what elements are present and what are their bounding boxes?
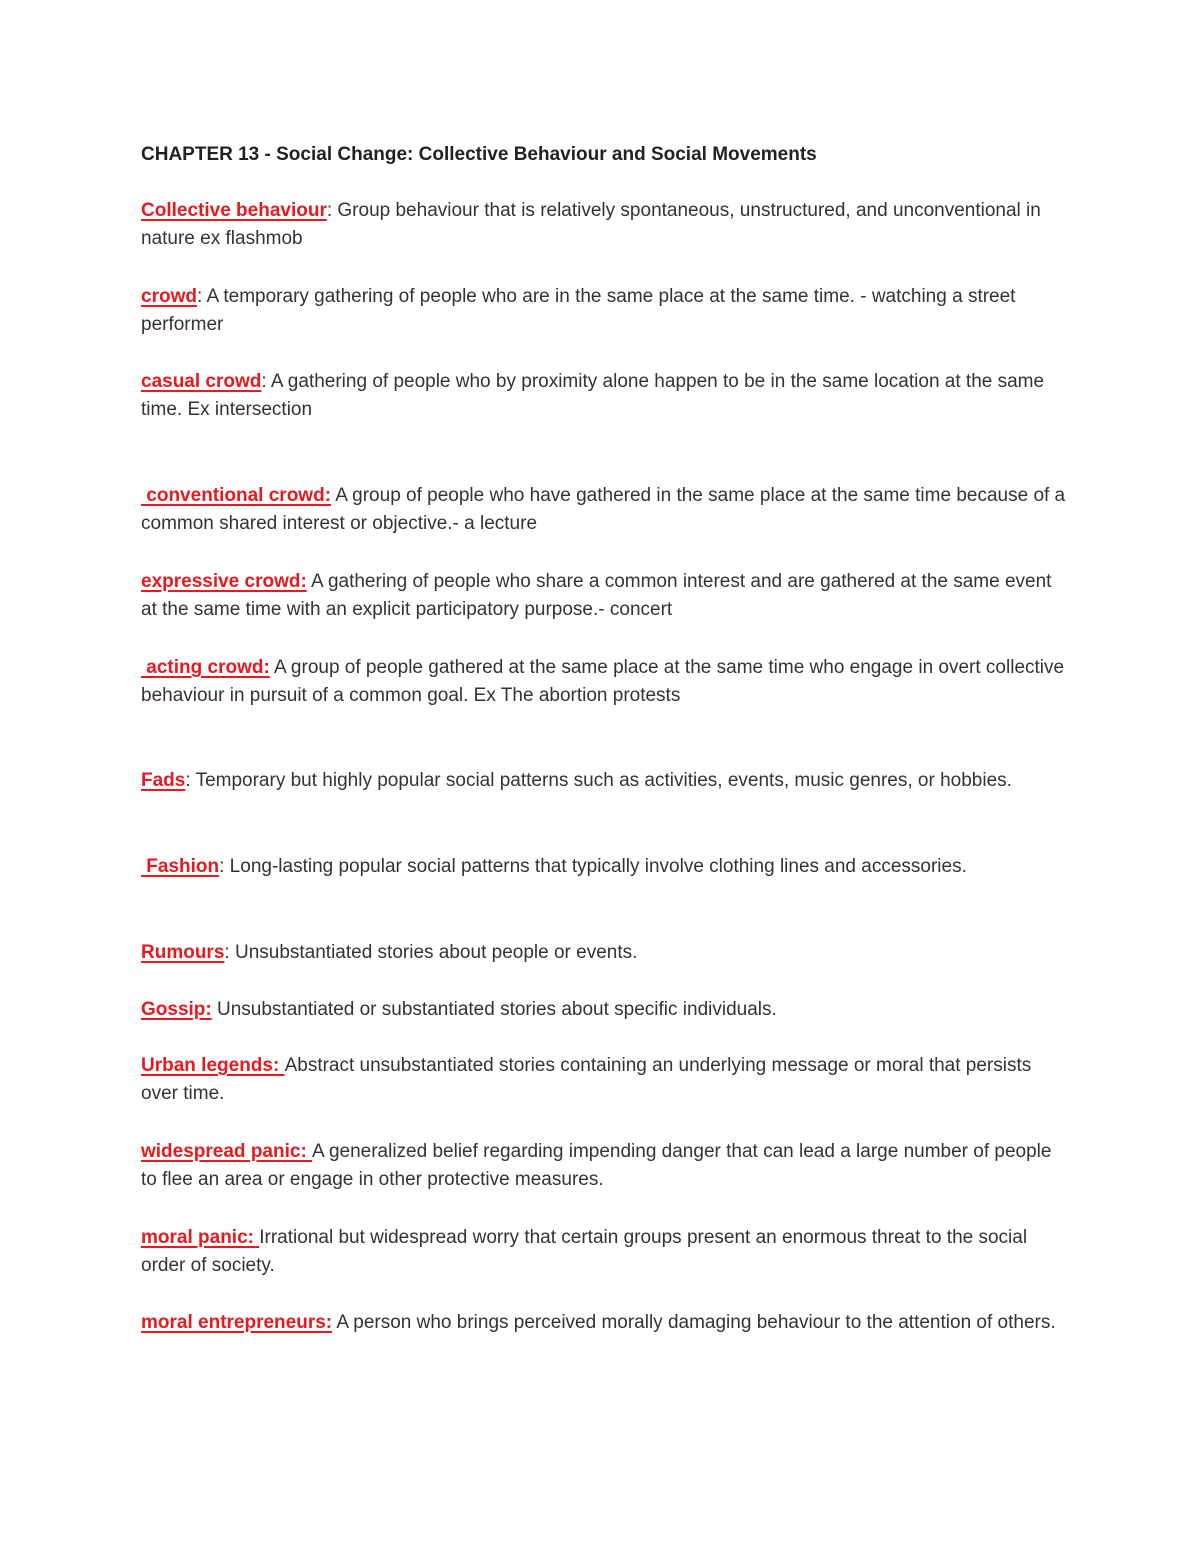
definition-entry [141, 1309, 1071, 1337]
definition-entry [141, 1052, 1071, 1108]
definition: A group of people gathered at the same place at the same time who engage in overt collective behaviour in pursuit of a common goal. Ex The abortion protests [141, 657, 1065, 706]
term: expressive crowd: [141, 571, 307, 592]
term-separator: : [261, 371, 267, 392]
definition: Abstract unsubstantiated stories containing an underlying message or moral that persists over time. [141, 1055, 1032, 1104]
term: Gossip: [141, 999, 212, 1020]
definition: A gathering of people who by proximity alone happen to be in the same location at the same time. Ex intersection [141, 371, 1045, 420]
term: widespread panic: [141, 1141, 313, 1162]
definition-entry [141, 939, 1071, 967]
definition: Group behaviour that is relatively spontaneous, unstructured, and unconventional in nature ex flashmob [141, 200, 1041, 249]
definition: A group of people who have gathered in the same place at the same time because of a common shared interest or objective.- a lecture [141, 485, 1066, 534]
term: crowd [141, 286, 197, 307]
definition: Long-lasting popular social patterns that typically involve clothing lines and accessories. [224, 856, 967, 877]
definition-entry [141, 1138, 1071, 1194]
definition-entry [141, 767, 1071, 795]
definition: Unsubstantiated stories about people or events. [229, 942, 638, 963]
term: moral entrepreneurs: [141, 1312, 333, 1333]
term-separator: : [196, 286, 203, 307]
term: Fashion [141, 856, 220, 877]
term: Collective behaviour [141, 200, 327, 221]
definition-entry [141, 197, 1071, 253]
definition: Irrational but widespread worry that certain groups present an enormous threat to the social order of society. [141, 1227, 1028, 1276]
term: casual crowd [141, 371, 262, 392]
definition: A generalized belief regarding impending danger that can lead a large number of people to flee an area or engage in other protective measures. [141, 1141, 1052, 1190]
definition-entry [141, 482, 1071, 538]
definition: A person who brings perceived morally damaging behaviour to the attention of others. [332, 1312, 1056, 1333]
term: Urban legends: [141, 1055, 285, 1076]
definition: Temporary but highly popular social patterns such as activities, events, music genres, or hobbies. [190, 770, 1012, 791]
definition: A temporary gathering of people who are in the same place at the same time. - watching a street performer [141, 286, 1016, 335]
term-separator: : [326, 200, 333, 221]
term: acting crowd: [141, 657, 270, 678]
definition-entry [141, 1224, 1071, 1280]
definition: Unsubstantiated or substantiated stories about specific individuals. [211, 999, 777, 1020]
term-separator: : [219, 856, 225, 877]
term: Rumours [141, 942, 225, 963]
term-separator: : [185, 770, 191, 791]
definition-entry [141, 568, 1071, 624]
definition-entry [141, 853, 1071, 881]
page-title: CHAPTER 13 - Social Change: Collective Behaviour and Social Movements [141, 144, 817, 165]
definition: A gathering of people who share a common interest and are gathered at the same event at the same time with an explicit participatory purpose.- concert [141, 571, 1052, 620]
term-separator: : [224, 942, 230, 963]
term: moral panic: [141, 1227, 260, 1248]
definition-entry [141, 368, 1071, 424]
definition-entry [141, 996, 1071, 1024]
definition-entry [141, 654, 1071, 710]
definition-entry [141, 283, 1071, 339]
term: conventional crowd: [141, 485, 332, 506]
term: Fads [141, 770, 186, 791]
